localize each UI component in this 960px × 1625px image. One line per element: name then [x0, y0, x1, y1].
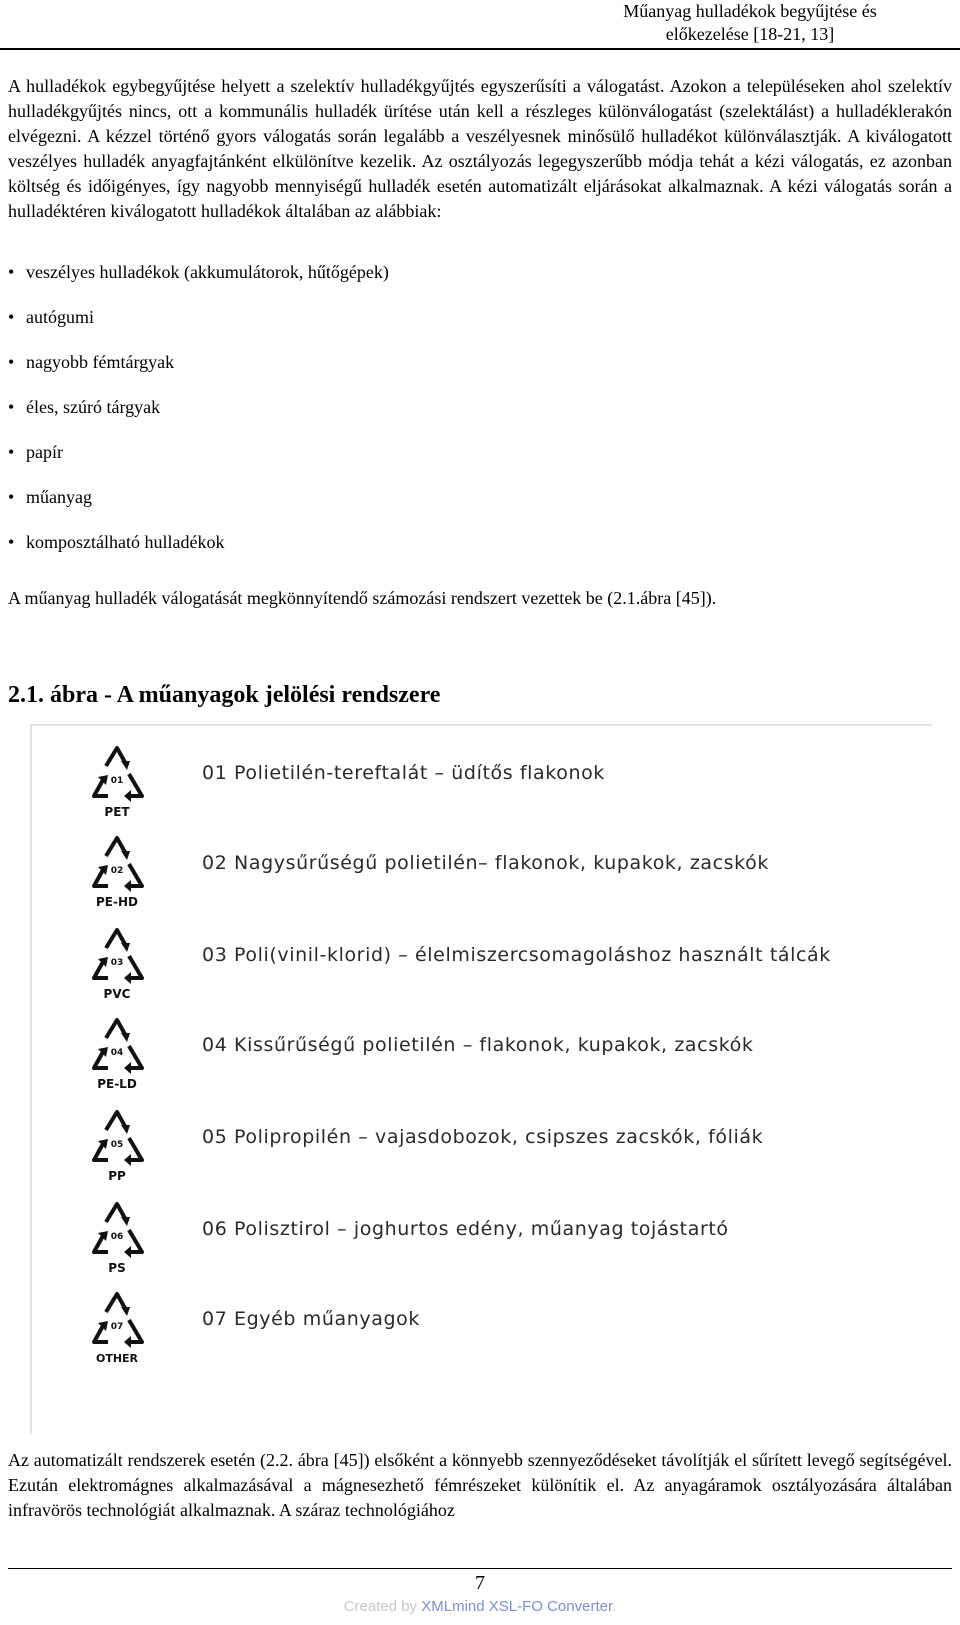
page-header	[0, 0, 960, 50]
code-number: 06	[110, 1232, 124, 1242]
code-abbreviation: PE-HD	[96, 895, 138, 909]
code-description: 06 Polisztirol – joghurtos edény, műanyag tojástartó	[202, 1218, 729, 1240]
code-abbreviation: PS	[108, 1261, 126, 1275]
intro-paragraph: A hulladékok egybegyűjtése helyett a szelektív hulladékgyűjtés egyszerűsíti a válogatást. Azokon a településeken ahol szelektív hulladékgyűjtés nincs, ott a kommunális hulladék ürítése után kell a részleges különválogatást (szelektálást) a hulladéklerakón elvégezni. A kézzel történő gyors válogatás során legalább a veszélyesnek minősülő hulladékot különválasztják. A kiválogatott veszélyes hulladék anyagfajtánként elkülönítve kezelik. Az osztályozás legegyszerűbb módja tehát a kézi válogatás, ez azonban költség és időigényes, így nagyobb mennyiségű hulladék esetén automatizált eljárásokat alkalmaznak. A kézi válogatás során a hulladéktéren kiválogatott hulladékok általában az alábbiak:	[8, 76, 952, 221]
code-row	[32, 1104, 930, 1196]
recycling-triangle-icon	[84, 740, 154, 832]
code-number: 02	[110, 866, 124, 876]
waste-list	[8, 260, 389, 575]
code-abbreviation: PP	[108, 1169, 126, 1183]
list-item	[8, 305, 389, 350]
list-item-text: veszélyes hulladékok (akkumulátorok, hűtőgépek)	[26, 262, 389, 282]
code-description: 03 Poli(vinil-klorid) – élelmiszercsomagoláshoz használt tálcák	[202, 944, 831, 966]
code-description: 02 Nagysűrűségű polietilén– flakonok, kupakok, zacskók	[202, 852, 769, 874]
list-item-text: műanyag	[26, 487, 92, 507]
code-description: 01 Polietilén-tereftalát – üdítős flakonok	[202, 762, 605, 784]
bullet: •	[8, 442, 15, 462]
bullet: •	[8, 352, 15, 372]
code-abbreviation: PET	[104, 805, 130, 819]
code-abbreviation: OTHER	[95, 1352, 139, 1365]
code-row	[32, 830, 930, 922]
code-row	[32, 1196, 930, 1288]
bullet: •	[8, 307, 15, 327]
code-number: 03	[110, 958, 124, 968]
code-row	[32, 922, 930, 1014]
list-item	[8, 260, 389, 305]
recycling-codes-figure	[30, 724, 932, 1434]
bullet: •	[8, 262, 15, 282]
list-item	[8, 440, 389, 485]
recycling-triangle-icon	[84, 922, 154, 1014]
code-number: 05	[110, 1140, 124, 1150]
list-item-text: éles, szúró tárgyak	[26, 397, 161, 417]
list-item-text: komposztálható hulladékok	[26, 532, 225, 552]
bullet: •	[8, 532, 15, 552]
list-item-text: autógumi	[26, 307, 94, 327]
code-description: 04 Kissűrűségű polietilén – flakonok, kupakok, zacskók	[202, 1034, 754, 1056]
automation-paragraph: Az automatizált rendszerek esetén (2.2. ábra [45]) elsőként a könnyebb szennyeződéseket távolítják el sűrített levegő segítségével. Ezután elektromágnes alkalmazásával a mágnesezhető fémrészeket különítik el. Az anyagáramok osztályozására általában infravörös technológiát alkalmaznak. A száraz technológiához	[8, 1450, 952, 1520]
code-description: 07 Egyéb műanyagok	[202, 1308, 420, 1330]
header-title-line2: előkezelése [18-21, 13]	[665, 24, 835, 44]
footer-divider	[8, 1568, 952, 1569]
recycling-triangle-icon	[84, 1012, 154, 1104]
bullet: •	[8, 397, 15, 417]
code-number: 01	[110, 776, 124, 786]
list-item	[8, 530, 389, 575]
code-description: 05 Polipropilén – vajasdobozok, csipszes zacskók, fóliák	[202, 1126, 764, 1148]
credit-prefix: Created by	[343, 1598, 422, 1615]
converter-credit	[0, 1598, 960, 1615]
credit-brand-link[interactable]: XMLmind XSL-FO Converter	[421, 1598, 613, 1615]
list-item-text: nagyobb fémtárgyak	[26, 352, 175, 372]
code-row	[32, 1012, 930, 1104]
recycling-triangle-icon	[84, 1104, 154, 1196]
code-abbreviation: PE-LD	[97, 1077, 137, 1091]
recycling-triangle-icon	[84, 830, 154, 922]
code-row	[32, 740, 930, 832]
code-row	[32, 1286, 930, 1378]
page-number: 7	[475, 1572, 485, 1594]
list-item	[8, 350, 389, 395]
header-title-line1: Műanyag hulladékok begyűjtése és	[623, 1, 877, 21]
header-title	[540, 0, 960, 46]
code-number: 04	[110, 1048, 124, 1058]
credit-suffix: .	[612, 1598, 617, 1615]
list-item	[8, 485, 389, 530]
list-item-text: papír	[26, 442, 63, 462]
recycling-triangle-icon	[84, 1196, 154, 1288]
code-abbreviation: PVC	[103, 987, 131, 1001]
recycling-triangle-icon	[84, 1286, 154, 1378]
list-item	[8, 395, 389, 440]
bullet: •	[8, 487, 15, 507]
figure-title: 2.1. ábra - A műanyagok jelölési rendszere	[8, 682, 441, 708]
numbering-paragraph: A műanyag hulladék válogatását megkönnyítendő számozási rendszert vezettek be (2.1.ábra [45]).	[8, 588, 717, 608]
code-number: 07	[110, 1322, 124, 1332]
